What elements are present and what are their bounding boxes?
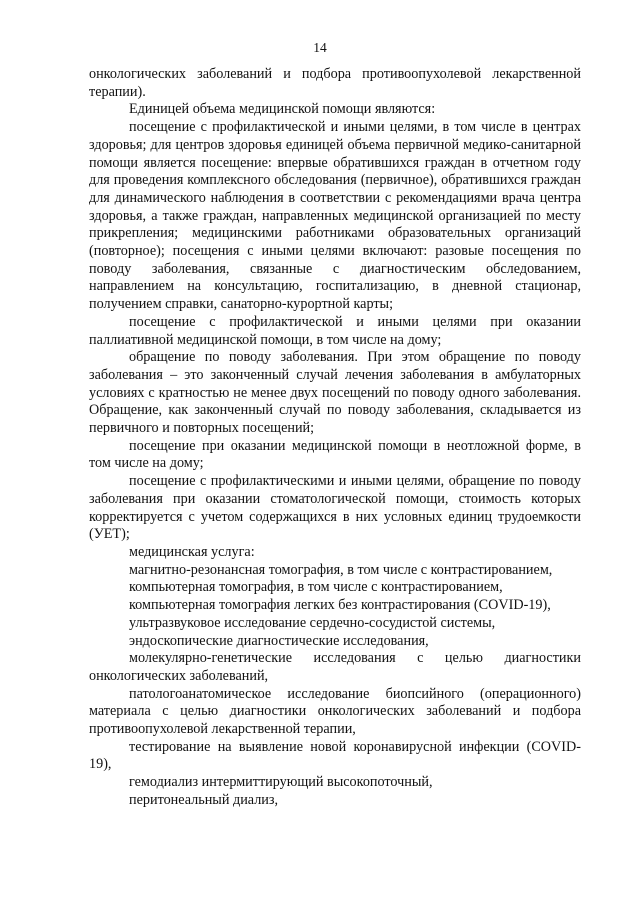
paragraph: обращение по поводу заболевания. При этом обращение по поводу заболевания – это законченный случай лечения заболевания в амбулаторных условиях с кратностью не менее двух посещений по поводу одного заболевания. Обращение, как законченный случай по поводу заболевания, складывается из первичного и повторных посещений; (89, 349, 581, 437)
page-number: 14 (313, 40, 327, 55)
paragraph: ультразвуковое исследование сердечно-сосудистой системы, (129, 614, 496, 631)
paragraph: посещение при оказании медицинской помощи в неотложной форме, в том числе на дому; (89, 437, 581, 472)
paragraph: гемодиализ интермиттирующий высокопоточный, (129, 774, 433, 791)
paragraph: посещение с профилактическими и иными целями, обращение по поводу заболевания при оказании стоматологической помощи, стоимость которых корректируется с учетом содержащихся в них условных единиц трудоемкости (УЕТ); (89, 473, 581, 543)
paragraph: перитонеальный диализ, (129, 791, 279, 808)
paragraph: молекулярно-генетические исследования с целью диагностики онкологических заболеваний, (89, 650, 581, 684)
paragraph: патологоанатомическое исследование биопсийного (операционного) материала с целью диагностики онкологических заболеваний и подбора противоопухолевой лекарственной терапии, (89, 685, 581, 738)
paragraph: Единицей объема медицинской помощи являются: (129, 101, 436, 118)
paragraph: медицинская услуга: (129, 543, 255, 560)
paragraph: эндоскопические диагностические исследования, (129, 632, 429, 649)
paragraph: компьютерная томография, в том числе с контрастированием, (129, 579, 503, 596)
paragraph: посещение с профилактической и иными целями при оказании паллиативной медицинской помощи, в том числе на дому; (89, 313, 581, 348)
body-text (89, 66, 581, 810)
paragraph: магнитно-резонансная томография, в том числе с контрастированием, (129, 561, 553, 578)
paragraph: тестирование на выявление новой коронавирусной инфекции (COVID-19), (89, 738, 581, 773)
paragraph: онкологических заболеваний и подбора противоопухолевой лекарственной терапии). (89, 66, 581, 100)
paragraph: компьютерная томография легких без контрастирования (COVID-19), (129, 597, 551, 614)
paragraph: посещение с профилактической и иными целями, в том числе в центрах здоровья; для центров здоровья единицей объема первичной медико-санитарной помощи является посещение: впервые обратившихся граждан в отчетном году для проведения комплексного обследования (первичное), обратившихся граждан для динамического наблюдения в соответствии с рекомендациями врача центра здоровья, а также граждан, направленных медицинской организацией по месту прикрепления; медицинскими работниками образовательных организаций (повторное); посещения с иными целями включают: разовые посещения по поводу заболевания, связанные с диагностическим обследованием, направлением на консультацию, госпитализацию, в дневной стационар, получением справки, санаторно-курортной карты; (89, 119, 581, 313)
